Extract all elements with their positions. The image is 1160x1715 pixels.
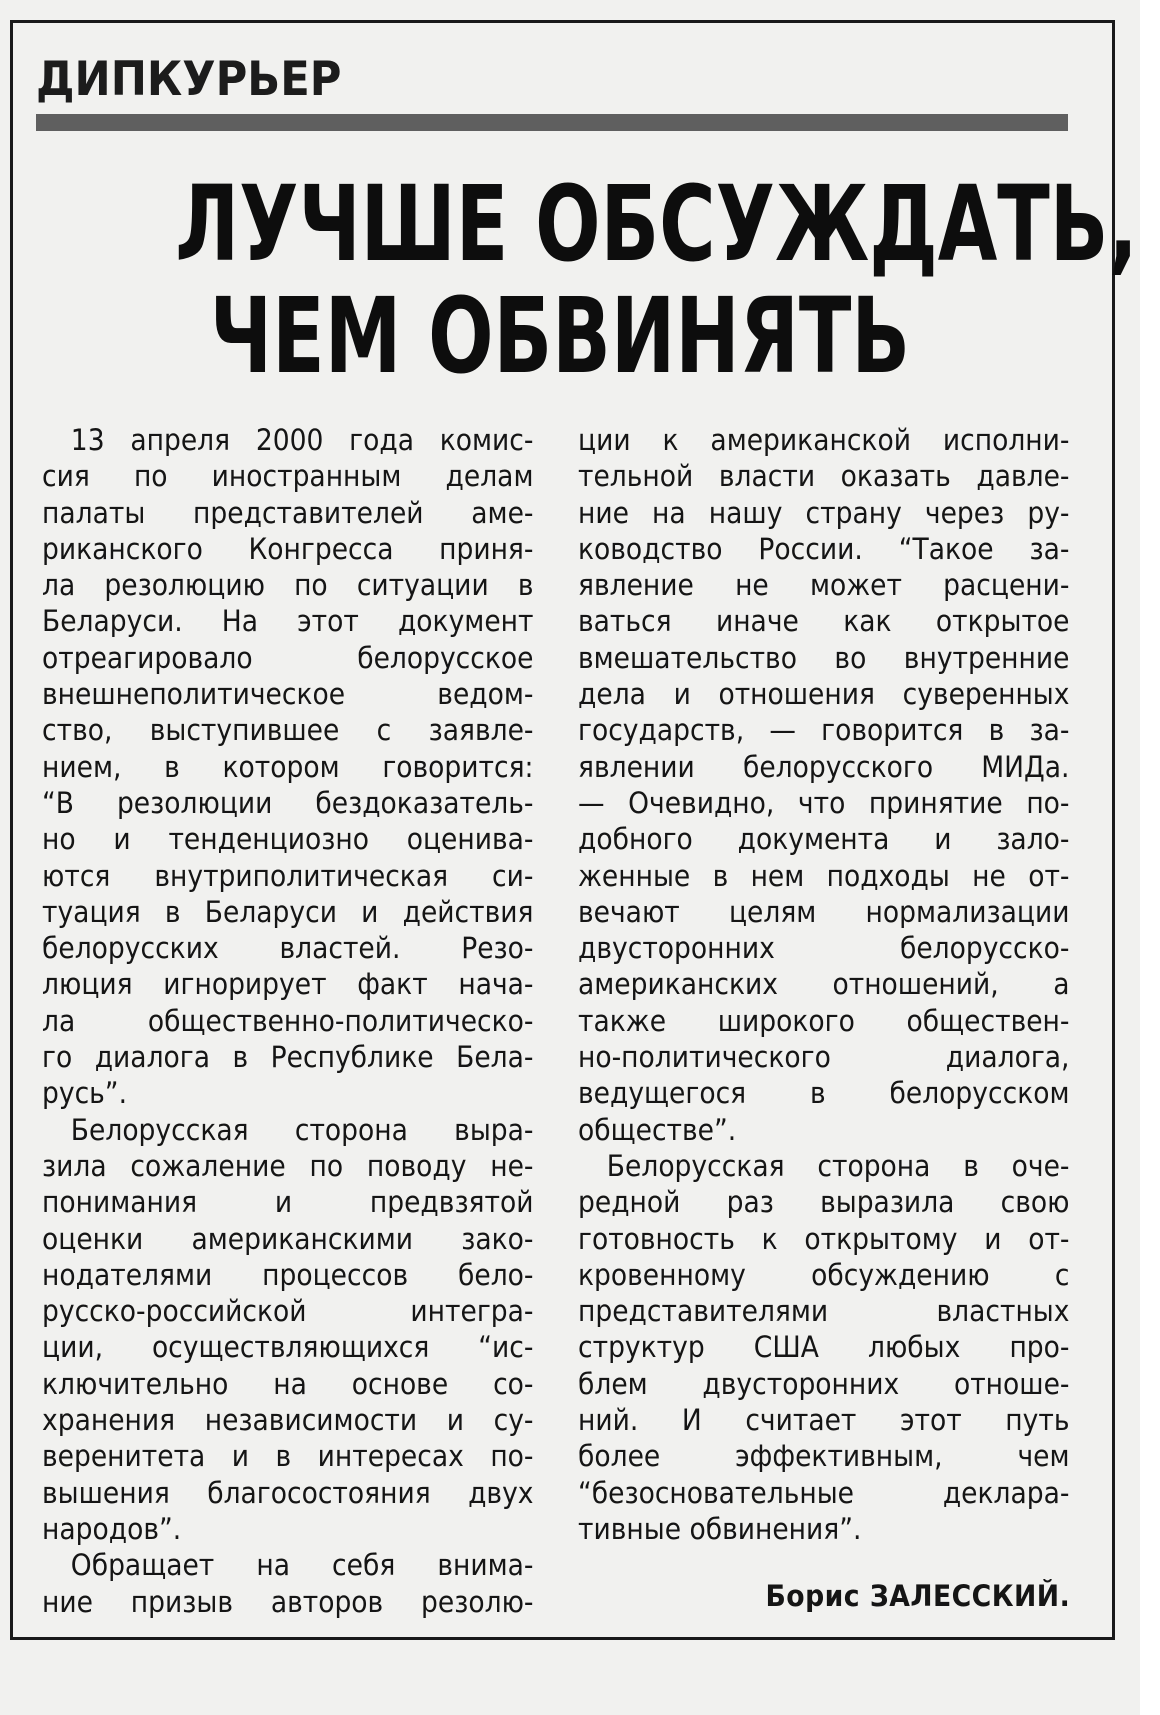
text-line: структур США любых про-	[578, 1330, 1070, 1365]
text-line: ции к американской исполни-	[578, 423, 1070, 457]
text-line: ются внутриполитическая си-	[42, 858, 534, 893]
text-line: ции, осуществляющихся “ис-	[42, 1330, 534, 1365]
text-line: Обращает на себя внима-	[70, 1548, 534, 1583]
text-line: ла резолюцию по ситуации в	[42, 568, 534, 603]
text-line: кровенному обсуждению с	[578, 1257, 1070, 1292]
text-line: вышения благосостояния двух	[42, 1475, 534, 1510]
author-byline: Борис ЗАЛЕССКИЙ.	[765, 1579, 1070, 1613]
article-column-right	[578, 422, 1070, 1547]
article-column-left	[42, 422, 534, 1620]
text-line: тивные обвинения”.	[578, 1511, 862, 1546]
text-line: ла общественно-политическо-	[42, 1003, 534, 1038]
text-line: люция игнорирует факт нача-	[42, 967, 534, 1002]
text-line: ний. И считает этот путь	[578, 1403, 1070, 1438]
text-line: более эффективным, чем	[578, 1439, 1070, 1474]
text-line: вмешательство во внутренние	[578, 640, 1070, 675]
text-line: русь”.	[42, 1076, 128, 1111]
text-line: понимания и предвзятой	[42, 1185, 534, 1220]
text-line: также широкого обществен-	[578, 1003, 1070, 1038]
text-line: ключительно на основе со-	[42, 1366, 534, 1401]
text-line: двусторонних белорусско-	[578, 931, 1070, 966]
text-line: ние призыв авторов резолю-	[42, 1584, 534, 1619]
text-line: готовность к открытому и от-	[578, 1221, 1070, 1256]
text-line: блем двусторонних отноше-	[578, 1366, 1070, 1401]
text-line: “безосновательные деклара-	[578, 1475, 1070, 1510]
text-line: нием, в котором говорится:	[42, 749, 534, 784]
text-line: Белорусская сторона в оче-	[606, 1148, 1070, 1183]
text-line: зила сожаление по поводу не-	[42, 1148, 534, 1183]
text-line: оценки американскими зако-	[42, 1221, 534, 1256]
text-line: ведущегося в белорусском	[578, 1076, 1070, 1111]
text-line: явлении белорусского МИДа.	[578, 749, 1070, 784]
text-line: ваться иначе как открытое	[578, 604, 1070, 639]
text-line: редной раз выразила свою	[578, 1185, 1070, 1220]
text-line: вечают целям нормализации	[578, 894, 1070, 929]
text-line: Белорусская сторона выра-	[70, 1112, 534, 1147]
text-line: явление не может расцени-	[578, 568, 1070, 603]
text-line: го диалога в Республике Бела-	[42, 1040, 534, 1075]
text-line: дела и отношения суверенных	[578, 677, 1070, 712]
text-line: представителями властных	[578, 1294, 1070, 1329]
text-line: ководство России. “Такое за-	[578, 531, 1070, 566]
text-line: но и тенденциозно оценива-	[42, 822, 534, 857]
text-line: веренитета и в интересах по-	[42, 1439, 534, 1474]
text-line: ство, выступившее с заявле-	[42, 713, 534, 748]
text-line: — Очевидно, что принятие по-	[578, 785, 1070, 820]
text-line: Беларуси. На этот документ	[42, 604, 534, 639]
text-line: “В резолюции бездоказатель-	[42, 785, 534, 820]
text-line: риканского Конгресса приня-	[42, 531, 534, 566]
text-line: добного документа и зало-	[578, 822, 1070, 857]
text-line: сия по иностранным делам	[42, 459, 534, 494]
text-line: женные в нем подходы не от-	[578, 858, 1070, 893]
text-line: государств, — говорится в за-	[578, 713, 1070, 748]
text-line: тельной власти оказать давле-	[578, 459, 1070, 494]
text-line: хранения независимости и су-	[42, 1403, 534, 1438]
section-rubric: ДИПКУРЬЕР	[36, 52, 342, 107]
text-line: туация в Беларуси и действия	[42, 894, 534, 929]
text-line: народов”.	[42, 1511, 182, 1546]
headline-line-2: ЧЕМ ОБВИНЯТЬ	[209, 275, 911, 397]
text-line: ние на нашу страну через ру-	[578, 495, 1070, 530]
rubric-rule	[36, 114, 1068, 131]
text-line: обществе”.	[578, 1112, 737, 1147]
text-line: белорусских властей. Резо-	[42, 931, 534, 966]
text-line: американских отношений, а	[578, 967, 1070, 1002]
text-line: 13 апреля 2000 года комис-	[70, 423, 534, 457]
text-line: нодателями процессов бело-	[42, 1257, 534, 1292]
article-headline	[40, 163, 1138, 397]
headline-line-1: ЛУЧШЕ ОБСУЖДАТЬ,	[175, 163, 1138, 285]
text-line: но-политического диалога,	[578, 1040, 1070, 1075]
text-line: отреагировало белорусское	[42, 640, 534, 675]
text-line: палаты представителей аме-	[42, 495, 534, 530]
text-line: внешнеполитическое ведом-	[42, 677, 534, 712]
text-line: русско-российской интегра-	[42, 1294, 534, 1329]
